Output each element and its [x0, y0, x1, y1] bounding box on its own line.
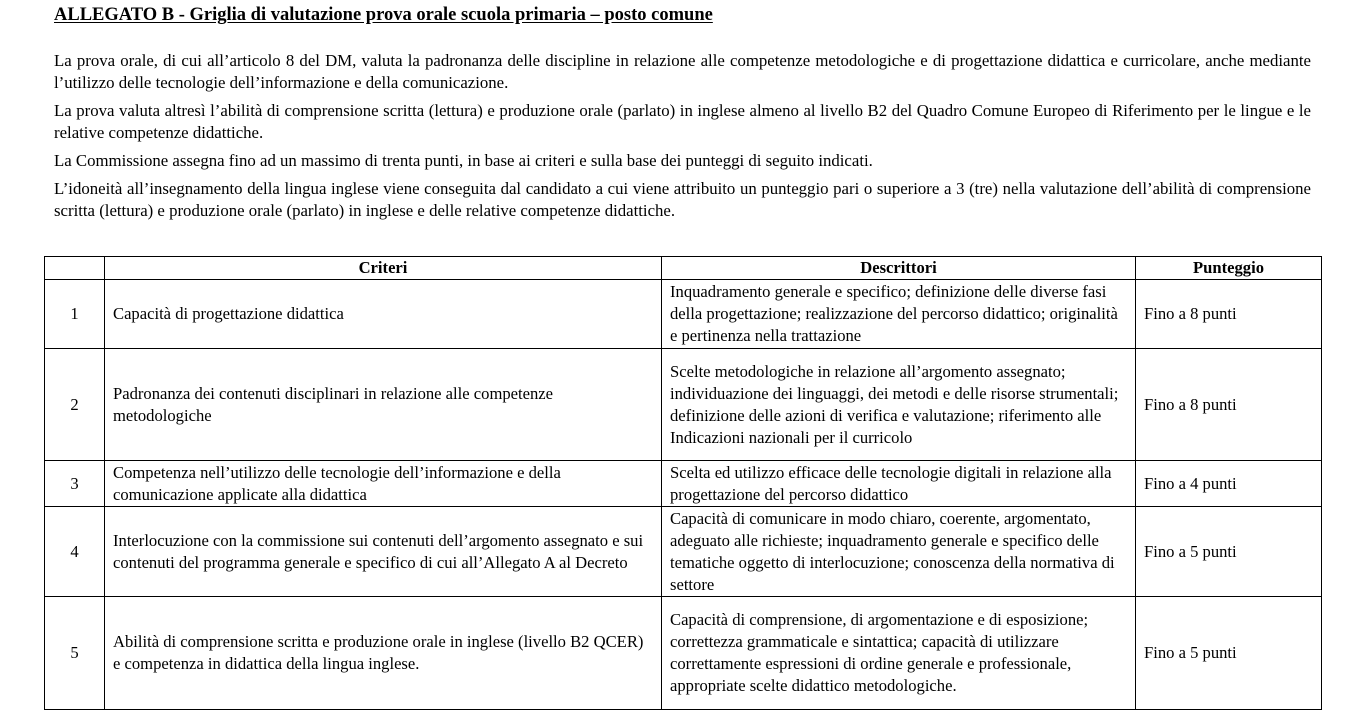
table-row [45, 461, 1322, 507]
table-row [45, 507, 1322, 597]
intro-paragraph: La prova valuta altresì l’abilità di comprensione scritta (lettura) e produzione orale (parlato) in inglese almeno al livello B2 del Quadro Comune Europeo di Riferimento per le lingue e le relative competenze didattiche. [54, 101, 1311, 142]
row-number: 2 [45, 349, 105, 461]
table-row [45, 280, 1322, 349]
row-punteggio: Fino a 8 punti [1136, 349, 1322, 461]
row-punteggio: Fino a 5 punti [1136, 597, 1322, 710]
row-descrittore: Capacità di comunicare in modo chiaro, coerente, argomentato, adeguato alle richieste; inquadramento generale e specifico delle tematiche oggetto di interlocuzione; conoscenza della normativa di settore [662, 507, 1136, 597]
row-punteggio: Fino a 4 punti [1136, 461, 1322, 507]
intro-paragraph: La Commissione assegna fino ad un massimo di trenta punti, in base ai criteri e sulla base dei punteggi di seguito indicati. [54, 151, 873, 170]
row-descrittore: Scelta ed utilizzo efficace delle tecnologie digitali in relazione alla progettazione del percorso didattico [662, 461, 1136, 507]
row-descrittore: Inquadramento generale e specifico; definizione delle diverse fasi della progettazione; realizzazione del percorso didattico; originalità e pertinenza nella trattazione [662, 280, 1136, 349]
row-criterio: Padronanza dei contenuti disciplinari in relazione alle competenze metodologiche [105, 349, 662, 461]
row-number: 5 [45, 597, 105, 710]
row-number: 4 [45, 507, 105, 597]
document-title: ALLEGATO B - Griglia di valutazione prova orale scuola primaria – posto comune [54, 5, 713, 25]
intro-text [54, 50, 1311, 228]
intro-paragraph: La prova orale, di cui all’articolo 8 del DM, valuta la padronanza delle discipline in relazione alle competenze metodologiche e di progettazione didattica e curricolare, anche mediante l’utilizzo delle tecnologie dell’informazione e della comunicazione. [54, 51, 1311, 92]
table-row [45, 349, 1322, 461]
row-descrittore: Scelte metodologiche in relazione all’argomento assegnato; individuazione dei linguaggi, dei metodi e delle risorse strumentali; definizione delle azioni di verifica e valutazione; riferimento alle Indicazioni nazionali per il curricolo [662, 349, 1136, 461]
row-descrittore: Capacità di comprensione, di argomentazione e di esposizione; correttezza grammaticale e sintattica; capacità di utilizzare correttamente espressioni di ordine generale e professionale, appropriate scelte didattico metodologiche. [662, 597, 1136, 710]
row-criterio: Capacità di progettazione didattica [105, 280, 662, 349]
table-row [45, 597, 1322, 710]
row-punteggio: Fino a 5 punti [1136, 507, 1322, 597]
evaluation-grid-table [44, 256, 1322, 710]
header-descrittori: Descrittori [662, 257, 1136, 280]
header-num [45, 257, 105, 280]
row-number: 3 [45, 461, 105, 507]
intro-paragraph: L’idoneità all’insegnamento della lingua inglese viene conseguita dal candidato a cui viene attribuito un punteggio pari o superiore a 3 (tre) nella valutazione dell’abilità di comprensione scritta (lettura) e produzione orale (parlato) in inglese e delle relative competenze didattiche. [54, 179, 1311, 220]
header-punteggio: Punteggio [1136, 257, 1322, 280]
row-criterio: Competenza nell’utilizzo delle tecnologie dell’informazione e della comunicazione applicate alla didattica [105, 461, 662, 507]
row-punteggio: Fino a 8 punti [1136, 280, 1322, 349]
row-criterio: Interlocuzione con la commissione sui contenuti dell’argomento assegnato e sui contenuti del programma generale e specifico di cui all’Allegato A al Decreto [105, 507, 662, 597]
table-header-row [45, 257, 1322, 280]
row-number: 1 [45, 280, 105, 349]
row-criterio: Abilità di comprensione scritta e produzione orale in inglese (livello B2 QCER) e competenza in didattica della lingua inglese. [105, 597, 662, 710]
header-criteri: Criteri [105, 257, 662, 280]
